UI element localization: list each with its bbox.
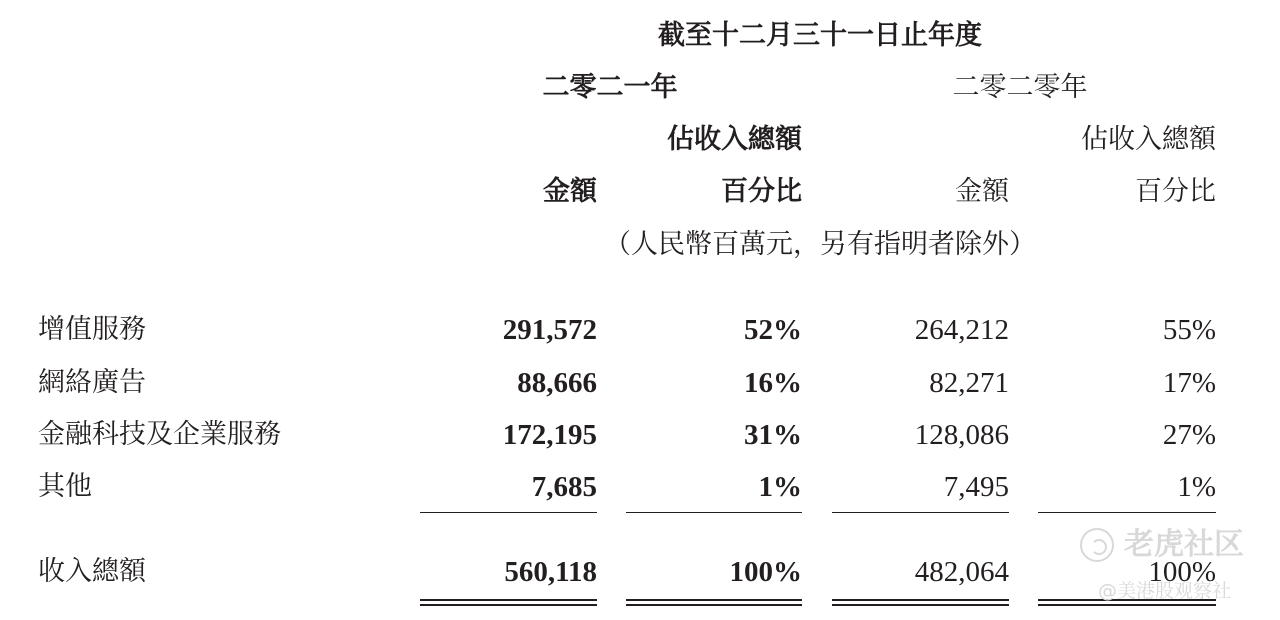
total-pct-2020: 100% — [1148, 556, 1216, 588]
cell-pct-2021: 16% — [744, 367, 802, 399]
total-amount-2020: 482,064 — [914, 556, 1009, 588]
cell-amount-2021: 172,195 — [502, 419, 597, 451]
pct-of-revenue-2021-heading: 佔收入總額 — [667, 124, 802, 155]
cell-pct-2020: 1% — [1177, 471, 1216, 503]
cell-pct-2021: 31% — [744, 419, 802, 451]
total-pct-2021: 100% — [729, 556, 802, 588]
cell-amount-2021: 88,666 — [517, 367, 597, 399]
row-label: 金融科技及企業服務 — [38, 419, 281, 450]
subtotal-rule — [832, 512, 1009, 513]
cell-amount-2021: 291,572 — [502, 314, 597, 346]
subtotal-rule — [1038, 512, 1216, 513]
year-2020-heading: 二零二零年 — [952, 72, 1088, 103]
total-double-rule — [420, 599, 597, 606]
unit-note: （人民幣百萬元，另有指明者除外） — [604, 229, 1036, 260]
total-label: 收入總額 — [38, 556, 146, 587]
cell-pct-2021: 1% — [758, 471, 802, 503]
pct-of-revenue-2020-heading: 佔收入總額 — [1081, 124, 1216, 155]
watermark-brand: 老虎社区 — [1124, 527, 1244, 562]
percent-2021-heading: 百分比 — [721, 176, 802, 207]
total-double-rule — [626, 599, 802, 606]
percent-2020-heading: 百分比 — [1135, 176, 1216, 207]
cell-pct-2020: 55% — [1162, 314, 1216, 346]
subtotal-rule — [626, 512, 802, 513]
watermark-logo-icon — [1080, 528, 1114, 562]
subtotal-rule — [420, 512, 597, 513]
row-label: 增值服務 — [38, 314, 146, 345]
cell-pct-2020: 17% — [1162, 367, 1216, 399]
amount-2020-heading: 金額 — [955, 176, 1009, 207]
cell-pct-2020: 27% — [1162, 419, 1216, 451]
total-amount-2021: 560,118 — [504, 556, 597, 588]
year-2021-heading: 二零二一年 — [542, 72, 678, 103]
cell-amount-2020: 128,086 — [914, 419, 1009, 451]
row-label: 其他 — [38, 471, 92, 502]
watermark-handle: @美港股观察社 — [1098, 580, 1232, 602]
cell-amount-2020: 82,271 — [929, 367, 1009, 399]
cell-pct-2021: 52% — [744, 314, 802, 346]
row-label: 網絡廣告 — [38, 367, 146, 398]
amount-2021-heading: 金額 — [543, 176, 597, 207]
total-double-rule — [832, 599, 1009, 606]
cell-amount-2020: 264,212 — [914, 314, 1009, 346]
cell-amount-2020: 7,495 — [943, 471, 1009, 503]
period-heading: 截至十二月三十一日止年度 — [658, 20, 982, 51]
cell-amount-2021: 7,685 — [531, 471, 597, 503]
